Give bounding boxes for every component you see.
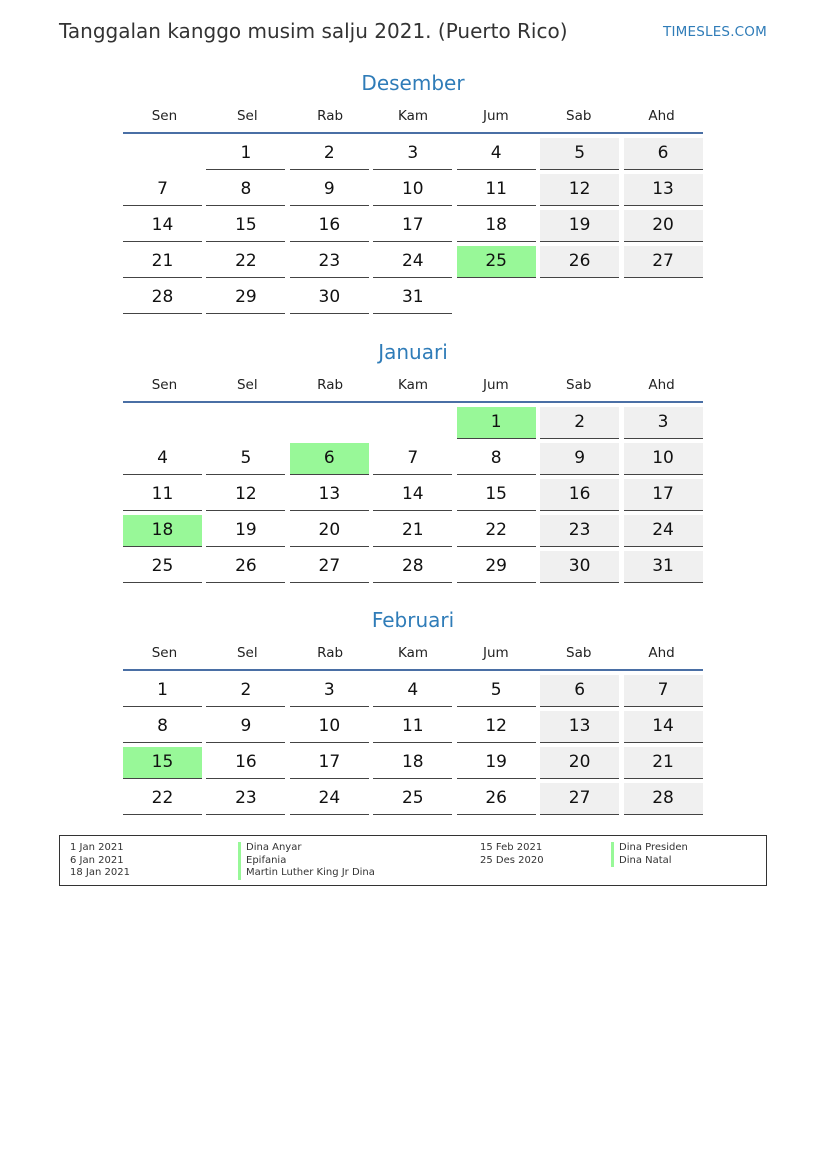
weekend-day-cell: 27: [540, 783, 619, 815]
day-cell: 25: [373, 783, 452, 815]
weekend-day-cell: 14: [624, 711, 703, 743]
day-cell: 1: [123, 675, 202, 707]
day-cell: 18: [457, 210, 536, 242]
weekday-label: Sel: [236, 108, 258, 124]
day-cell: 19: [457, 747, 536, 779]
weeks-grid: [123, 407, 703, 587]
month-januari: [123, 337, 703, 587]
week-row: [123, 675, 703, 711]
weekday-label: Sab: [566, 108, 592, 124]
week-row: [123, 783, 703, 819]
weekday-label: Ahd: [648, 645, 675, 661]
week-row: [123, 246, 703, 282]
day-cell: 5: [206, 443, 285, 475]
weekend-day-cell: 30: [540, 551, 619, 583]
day-cell: 28: [373, 551, 452, 583]
day-cell: 18: [373, 747, 452, 779]
week-row: [123, 551, 703, 587]
empty-day-cell: [206, 407, 285, 438]
weekday-header: [123, 635, 703, 669]
day-cell: 27: [290, 551, 369, 583]
weekday-label: Sel: [236, 645, 258, 661]
weekend-day-cell: 20: [624, 210, 703, 242]
day-cell: 10: [290, 711, 369, 743]
legend-holiday-name: Martin Luther King Jr Dina: [246, 867, 375, 879]
weekday-label: Jum: [483, 108, 509, 124]
weekend-day-cell: 23: [540, 515, 619, 547]
legend-dates-left: [70, 842, 130, 880]
week-row: [123, 515, 703, 551]
day-cell: 3: [290, 675, 369, 707]
weekend-day-cell: 31: [624, 551, 703, 583]
day-cell: 2: [206, 675, 285, 707]
weekday-label: Kam: [397, 108, 429, 124]
holiday-day-cell: 25: [457, 246, 536, 278]
empty-day-cell: [457, 282, 536, 313]
weekend-day-cell: 13: [540, 711, 619, 743]
day-cell: 5: [457, 675, 536, 707]
day-cell: 24: [290, 783, 369, 815]
legend-names-left: [238, 842, 375, 880]
day-cell: 8: [123, 711, 202, 743]
legend-date: 1 Jan 2021: [70, 842, 124, 853]
header-divider: [123, 401, 703, 403]
weekend-day-cell: 20: [540, 747, 619, 779]
weekend-day-cell: 21: [624, 747, 703, 779]
day-cell: 14: [123, 210, 202, 242]
week-row: [123, 711, 703, 747]
weekend-day-cell: 13: [624, 174, 703, 206]
holiday-legend: [59, 835, 767, 886]
weekend-day-cell: 6: [540, 675, 619, 707]
day-cell: 13: [290, 479, 369, 511]
day-cell: 19: [206, 515, 285, 547]
holiday-day-cell: 15: [123, 747, 202, 779]
day-cell: 26: [206, 551, 285, 583]
day-cell: 11: [123, 479, 202, 511]
day-cell: 31: [373, 282, 452, 314]
day-cell: 14: [373, 479, 452, 511]
weekend-day-cell: 9: [540, 443, 619, 475]
week-row: [123, 747, 703, 783]
month-title: Februari: [371, 608, 455, 632]
day-cell: 12: [206, 479, 285, 511]
empty-day-cell: [624, 282, 703, 313]
day-cell: 25: [123, 551, 202, 583]
week-row: [123, 479, 703, 515]
day-cell: 21: [123, 246, 202, 278]
legend-holiday-name: Dina Anyar: [246, 842, 302, 853]
weekday-label: Sen: [151, 377, 178, 393]
weekend-day-cell: 28: [624, 783, 703, 815]
day-cell: 9: [206, 711, 285, 743]
day-cell: 28: [123, 282, 202, 314]
week-row: [123, 138, 703, 174]
legend-holiday-name: Dina Presiden: [619, 842, 688, 853]
site-link[interactable]: TIMESLES.COM: [663, 24, 767, 40]
weekday-label: Jum: [483, 377, 509, 393]
empty-day-cell: [123, 138, 202, 169]
weekend-day-cell: 6: [624, 138, 703, 170]
day-cell: 22: [206, 246, 285, 278]
day-cell: 23: [206, 783, 285, 815]
day-cell: 4: [457, 138, 536, 170]
day-cell: 4: [373, 675, 452, 707]
weekend-day-cell: 7: [624, 675, 703, 707]
legend-holiday-name: Epifania: [246, 854, 287, 866]
day-cell: 8: [206, 174, 285, 206]
weekend-day-cell: 27: [624, 246, 703, 278]
day-cell: 11: [457, 174, 536, 206]
day-cell: 7: [373, 443, 452, 475]
day-cell: 16: [290, 210, 369, 242]
day-cell: 22: [457, 515, 536, 547]
weekday-label: Sen: [151, 108, 178, 124]
day-cell: 21: [373, 515, 452, 547]
weekday-label: Sel: [236, 377, 258, 393]
day-cell: 4: [123, 443, 202, 475]
week-row: [123, 210, 703, 246]
weekday-label: Ahd: [648, 377, 675, 393]
weekday-label: Rab: [317, 377, 344, 393]
day-cell: 23: [290, 246, 369, 278]
day-cell: 15: [206, 210, 285, 242]
month-desember: [123, 68, 703, 318]
day-cell: 7: [123, 174, 202, 206]
week-row: [123, 407, 703, 443]
weekday-label: Rab: [317, 645, 344, 661]
weekday-label: Kam: [397, 645, 429, 661]
legend-date: 15 Feb 2021: [480, 842, 543, 853]
day-cell: 17: [290, 747, 369, 779]
day-cell: 11: [373, 711, 452, 743]
legend-dates-right: [480, 842, 544, 867]
weekend-day-cell: 19: [540, 210, 619, 242]
day-cell: 22: [123, 783, 202, 815]
week-row: [123, 443, 703, 479]
day-cell: 29: [457, 551, 536, 583]
weekend-day-cell: 16: [540, 479, 619, 511]
holiday-day-cell: 6: [290, 443, 369, 475]
legend-names-right: [611, 842, 688, 867]
holiday-day-cell: 18: [123, 515, 202, 547]
day-cell: 3: [373, 138, 452, 170]
week-row: [123, 174, 703, 210]
day-cell: 29: [206, 282, 285, 314]
day-cell: 10: [373, 174, 452, 206]
day-cell: 1: [206, 138, 285, 170]
empty-day-cell: [373, 407, 452, 438]
page-title: Tanggalan kanggo musim salju 2021. (Puerto Rico): [59, 19, 568, 43]
weekday-label: Rab: [317, 108, 344, 124]
month-title: Januari: [378, 340, 448, 364]
day-cell: 8: [457, 443, 536, 475]
weekend-day-cell: 17: [624, 479, 703, 511]
weekend-day-cell: 5: [540, 138, 619, 170]
weekend-day-cell: 2: [540, 407, 619, 439]
week-row: [123, 282, 703, 318]
day-cell: 24: [373, 246, 452, 278]
weekday-label: Sab: [566, 645, 592, 661]
holiday-day-cell: 1: [457, 407, 536, 439]
legend-date: 25 Des 2020: [480, 854, 544, 866]
weekday-label: Sen: [151, 645, 178, 661]
weekend-day-cell: 10: [624, 443, 703, 475]
day-cell: 20: [290, 515, 369, 547]
weeks-grid: [123, 675, 703, 819]
weekend-day-cell: 26: [540, 246, 619, 278]
weekend-day-cell: 12: [540, 174, 619, 206]
month-februari: [123, 605, 703, 819]
day-cell: 2: [290, 138, 369, 170]
day-cell: 15: [457, 479, 536, 511]
empty-day-cell: [540, 282, 619, 313]
day-cell: 17: [373, 210, 452, 242]
day-cell: 30: [290, 282, 369, 314]
weekday-label: Jum: [483, 645, 509, 661]
weekday-header: [123, 98, 703, 132]
header-divider: [123, 132, 703, 134]
day-cell: 16: [206, 747, 285, 779]
weekday-header: [123, 367, 703, 401]
weekday-label: Kam: [397, 377, 429, 393]
day-cell: 9: [290, 174, 369, 206]
header-divider: [123, 669, 703, 671]
legend-date: 18 Jan 2021: [70, 867, 130, 879]
empty-day-cell: [290, 407, 369, 438]
weekday-label: Sab: [566, 377, 592, 393]
day-cell: 12: [457, 711, 536, 743]
weekend-day-cell: 24: [624, 515, 703, 547]
weekday-label: Ahd: [648, 108, 675, 124]
legend-date: 6 Jan 2021: [70, 854, 124, 866]
month-title: Desember: [361, 71, 465, 95]
weekend-day-cell: 3: [624, 407, 703, 439]
weeks-grid: [123, 138, 703, 318]
day-cell: 26: [457, 783, 536, 815]
legend-holiday-name: Dina Natal: [619, 854, 672, 866]
empty-day-cell: [123, 407, 202, 438]
